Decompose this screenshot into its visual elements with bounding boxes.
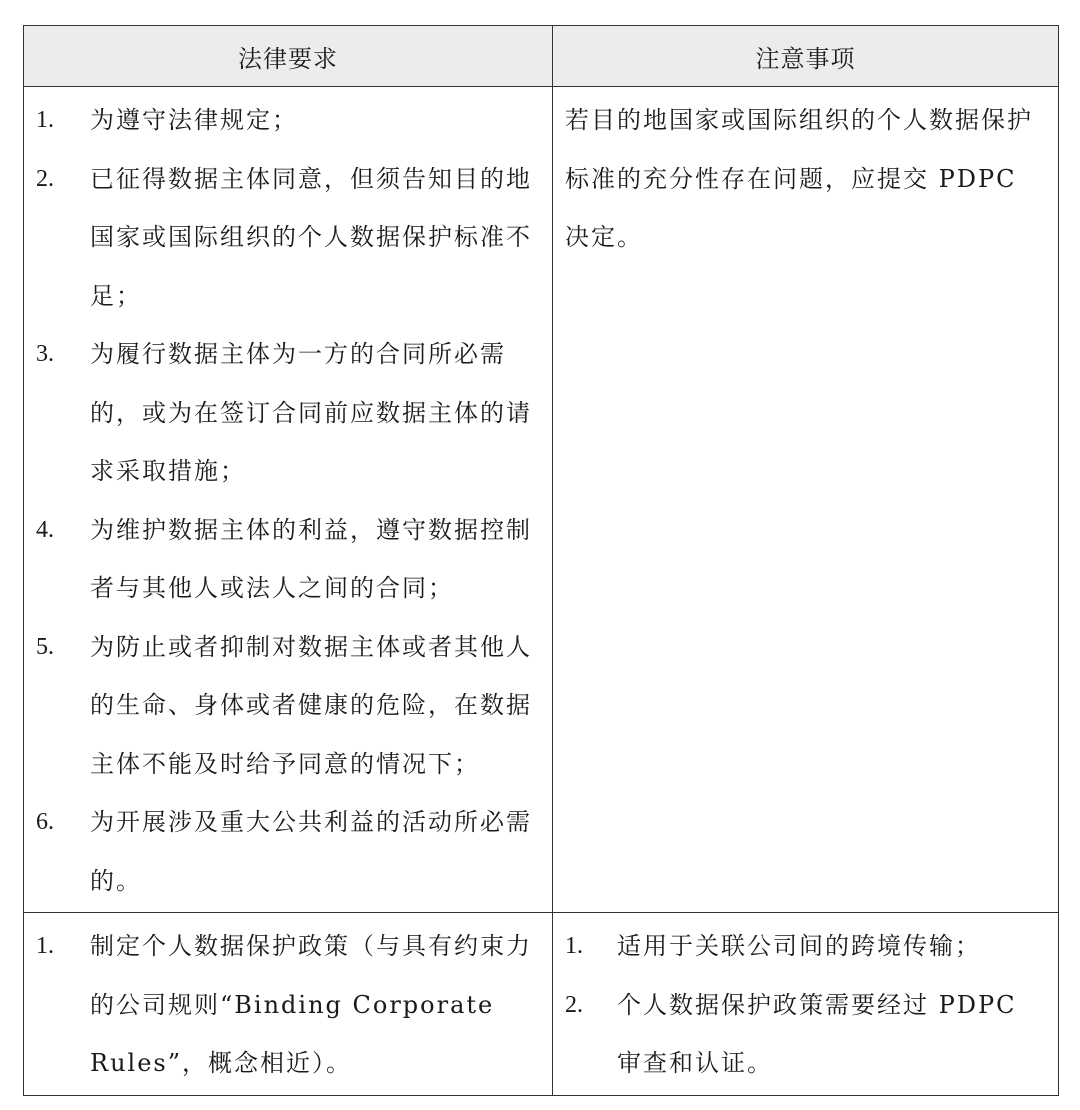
item-number: 6.: [36, 809, 54, 835]
item-text: 制定个人数据保护政策（与具有约束力的公司规则“Binding Corporate Rules”，概念相近）。: [90, 932, 532, 1077]
table-row: [24, 913, 1059, 1096]
item-number: 1.: [36, 107, 54, 133]
list-item: [36, 618, 540, 794]
header-notes: 注意事项: [553, 26, 1059, 87]
list-item: [36, 325, 540, 501]
header-legal-requirements: 法律要求: [24, 26, 553, 87]
item-number: 2.: [36, 165, 54, 192]
item-text: 为维护数据主体的利益，遵守数据控制者与其他人或法人之间的合同；: [90, 515, 532, 602]
item-text: 已征得数据主体同意，但须告知目的地国家或国际组织的个人数据保护标准不足；: [90, 164, 532, 310]
requirements-list: [36, 917, 540, 1093]
list-item: [36, 91, 540, 150]
item-number: 1.: [565, 933, 583, 959]
item-text: 个人数据保护政策需要经过 PDPC 审查和认证。: [617, 990, 1017, 1077]
list-item: [36, 501, 540, 618]
notes-cell: [553, 87, 1059, 913]
item-text: 适用于关联公司间的跨境传输；: [617, 932, 981, 960]
requirements-cell: [24, 87, 553, 913]
list-item: [565, 976, 1046, 1093]
table-row: [24, 87, 1059, 913]
requirements-cell: [24, 913, 553, 1096]
item-number: 4.: [36, 516, 54, 543]
note-text: 若目的地国家或国际组织的个人数据保护标准的充分性存在问题，应提交 PDPC 决定。: [565, 106, 1033, 251]
list-item: [36, 793, 540, 910]
item-number: 2.: [565, 991, 583, 1018]
list-item: [565, 917, 1046, 976]
requirements-list: [36, 91, 540, 910]
list-item: [36, 150, 540, 326]
item-number: 3.: [36, 341, 54, 367]
list-item: [36, 917, 540, 1093]
item-text: 为防止或者抑制对数据主体或者其他人的生命、身体或者健康的危险，在数据主体不能及时给予同意的情况下；: [90, 632, 532, 778]
item-number: 5.: [36, 633, 54, 660]
item-text: 为开展涉及重大公共利益的活动所必需的。: [90, 808, 532, 895]
table-header-row: [24, 26, 1059, 87]
notes-list: [565, 917, 1046, 1093]
item-number: 1.: [36, 933, 54, 959]
item-text: 为履行数据主体为一方的合同所必需的，或为在签订合同前应数据主体的请求采取措施；: [90, 340, 532, 485]
legal-requirements-table: [23, 25, 1059, 1096]
item-text: 为遵守法律规定；: [90, 106, 298, 134]
notes-cell: [553, 913, 1059, 1096]
